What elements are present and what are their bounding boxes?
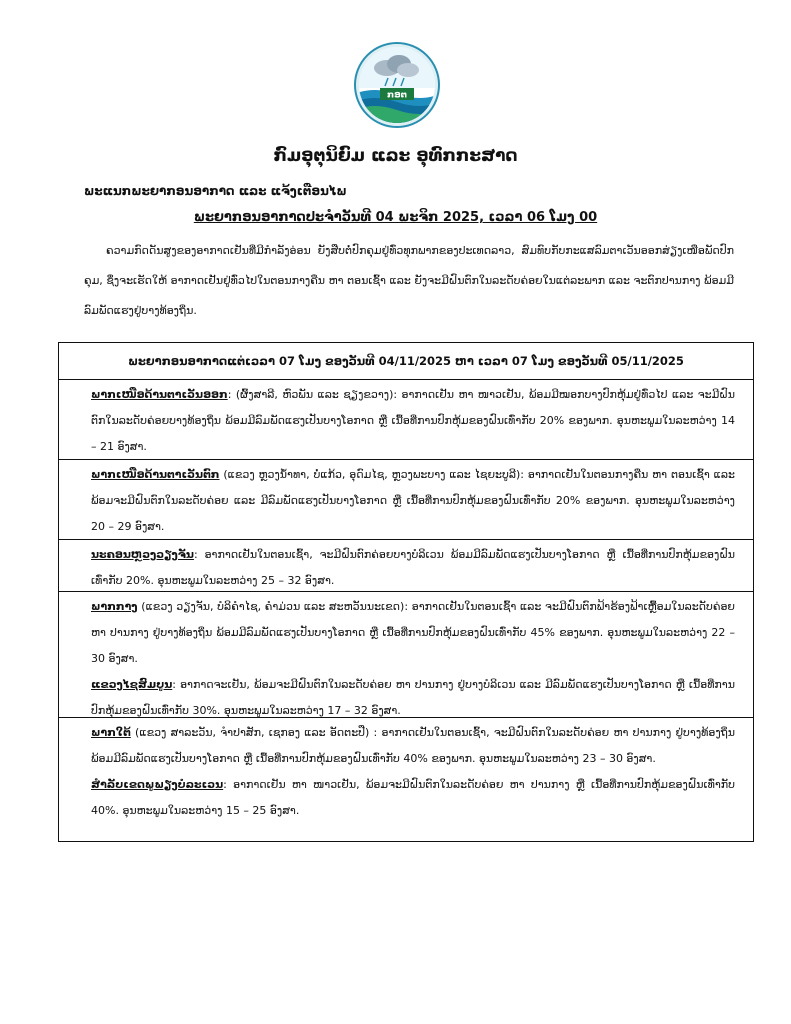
region-label: ພາກເໜືອດ້ານຕາເວັນອອກ (91, 388, 228, 401)
department-title: ກົມອຸຕຸນິຍົມ ແລະ ອຸທົກກະສາດ (273, 146, 518, 166)
region-south (59, 718, 753, 842)
region-central (59, 592, 753, 718)
division-name: ພະແນກພະຍາກອນອາກາດ ແລະ ແຈ້ງເຕືອນໄພ (84, 184, 347, 198)
region-label: ນະຄອນຫຼວງວຽງຈັນ (91, 548, 194, 561)
region-northeast (59, 380, 753, 460)
region-paragraph (91, 720, 735, 772)
logo-emblem (354, 42, 440, 128)
region-text: (ແຂວງ ວຽງຈັນ, ບໍລິຄໍາໄຊ, ຄໍາມ່ວນ ແລະ ສະຫວັນນະເຂດ): ອາກາດເຢັນໃນຕອນເຊົ້າ ແລະ ຈະມີຝົນຕົກຟ້າຮ້ອງຟ້າເຫຼື້ອມໃນລະດັບຄ່ອຍ ຫາ ປານກາງ ຢູ່ບາງທ້ອງຖິ່ນ ພ້ອມມີລົມພັດແຮງເປັນບາງໂອກາດ ຫຼື ເນື້ອທີ່ການປົກຫຸ້ມຂອງຝົນເທົ່າກັບ 45% ຂອງພາກ. ອຸນຫະພູມໃນລະຫວ່າງ 22 – 30 ອົງສາ. (91, 600, 735, 665)
subregion-text: : ອາກາດເຢັນ ຫາ ໜາວເຢັນ, ພ້ອມຈະມີຝົນຕົກໃນລະດັບຄ່ອຍ ຫາ ປານກາງ ຫຼື ເນື້ອທີ່ການປົກຫຸ້ມຂອງຝົນເທົ່າກັບ 40%. ອຸນຫະພູມໃນລະຫວ່າງ 15 – 25 ອົງສາ. (91, 778, 735, 817)
forecast-period: ພະຍາກອນອາກາດແຕ່ເວລາ 07 ໂມງ ຂອງວັນທີ 04/11/2025 ຫາ ເວລາ 07 ໂມງ ຂອງວັນທີ 05/11/2025 (59, 343, 753, 380)
region-text: : ອາກາດເຢັນໃນຕອນເຊົ້າ, ຈະມີຝົນຕົກຄ່ອຍບາງບໍລິເວນ ພ້ອມມີລົມພັດແຮງເປັນບາງໂອກາດ ຫຼື ເນື້ອທີ່ການປົກຫຸ້ມຂອງຝົນເທົ່າກັບ 20%. ອຸນຫະພູມໃນລະຫວ່າງ 25 – 32 ອົງສາ. (91, 548, 735, 587)
subregion-label: ແຂວງໄຊສົມບູນ (91, 678, 173, 691)
region-label: ພາກກາງ (91, 600, 138, 613)
region-paragraph (91, 594, 735, 672)
logo-text: ກອຕ (387, 90, 407, 101)
forecast-title: ພະຍາກອນອາກາດປະຈໍາວັນທີ 04 ພະຈິກ 2025, ເວລາ 06 ໂມງ 00 (193, 210, 598, 225)
subregion-paragraph (91, 672, 735, 724)
department-logo (354, 42, 440, 128)
region-paragraph (91, 382, 735, 460)
subregion-label: ສໍາລັບເຂດພູພຽງບໍລະເວນ (91, 778, 224, 791)
region-label: ພາກໃຕ້ (91, 726, 131, 739)
forecast-table (58, 342, 754, 842)
subregion-paragraph (91, 772, 735, 824)
region-label: ພາກເໜືອດ້ານຕາເວັນຕົກ (91, 468, 220, 481)
region-text: (ແຂວງ ສາລະວັນ, ຈໍາປາສັກ, ເຊກອງ ແລະ ອັດຕະປື) : ອາກາດເຢັນໃນຕອນເຊົ້າ, ຈະມີຝົນຕົກໃນລະດັບຄ່ອຍ ຫາ ປານກາງ ຢູ່ບາງທ້ອງຖິ່ນ ພ້ອມມີລົມພັດແຮງເປັນບາງໂອກາດ ຫຼື ເນື້ອທີ່ການປົກຫຸ້ມຂອງຝົນເທົ່າກັບ 40% ຂອງພາກ. ອຸນຫະພູມໃນລະຫວ່າງ 23 – 30 ອົງສາ. (91, 726, 735, 765)
region-text: : (ຜົ້ງສາລີ, ຫົວພັນ ແລະ ຊຽງຂວາງ): ອາກາດເຢັນ ຫາ ໜາວເຢັນ, ພ້ອມມີໝອກບາງປົກຫຸ້ມຢູ່ທົ່ວໄປ ແລະ ຈະມີຝົນຕົກໃນລະດັບຄ່ອຍບາງທ້ອງຖິ່ນ ພ້ອມມີລົມພັດແຮງເປັນບາງໂອກາດ ຫຼື ເນື້ອທີ່ການປົກຫຸ້ມຂອງຝົນເທົ່າກັບ 20% ຂອງພາກ. ອຸນຫະພູມໃນລະຫວ່າງ 14 – 21 ອົງສາ. (91, 388, 735, 453)
region-paragraph (91, 542, 735, 594)
region-vientiane-capital (59, 540, 753, 592)
intro-paragraph: ຄວາມກົດດັນສູງຂອງອາກາດເຢັນທີ່ມີກໍາລັງອ່ອນ ຍັງສືບຕໍ່ປົກຄຸມຢູ່ທົ່ວທຸກພາກຂອງປະເທດລາວ, ສົມທົບກັບກະແສລົມຕາເວັນອອກສ່ຽງເໜືອພັດປົກຄຸມ, ຊຶ່ງຈະເຮັດໃຫ້ ອາກາດເຢັນຢູ່ທົ່ວໄປໃນຕອນກາງຄືນ ຫາ ຕອນເຊົ້າ ແລະ ຍັງຈະມີຝົນຕົກໃນລະດັບຄ່ອຍໃນແຕ່ລະພາກ ແລະ ຈະຕົກປານກາງ ພ້ອມມີລົມພັດແຮງຢູ່ບາງທ້ອງຖິ່ນ. (84, 244, 734, 317)
subregion-text: : ອາກາດຈະເຢັນ, ພ້ອມຈະມີຝົນຕົກໃນລະດັບຄ່ອຍ ຫາ ປານກາງ ຢູ່ບາງບໍລິເວນ ແລະ ມີລົມພັດແຮງເປັນບາງໂອກາດ ຫຼື ເນື້ອທີ່ການປົກຫຸ້ມຂອງຝົນເທົ່າກັບ 30%. ອຸນຫະພູມໃນລະຫວ່າງ 17 – 32 ອົງສາ. (91, 678, 735, 717)
region-paragraph (91, 462, 735, 540)
region-text: (ແຂວງ ຫຼວງນໍ້າທາ, ບໍ່ແກ້ວ, ອຸດົມໄຊ, ຫຼວງພະບາງ ແລະ ໄຊຍະບູລີ): ອາກາດເຢັນໃນຕອນກາງຄືນ ຫາ ຕອນເຊົ້າ ແລະ ພ້ອມຈະມີຝົນຕົກໃນລະດັບຄ່ອຍ ແລະ ມີລົມພັດແຮງເປັນບາງໂອກາດ ຫຼື ເນື້ອທີ່ການປົກຫຸ້ມຂອງຝົນເທົ່າກັບ 20% ຂອງພາກ. ອຸນຫະພູມໃນລະຫວ່າງ 20 – 29 ອົງສາ. (91, 468, 735, 533)
region-northwest (59, 460, 753, 540)
